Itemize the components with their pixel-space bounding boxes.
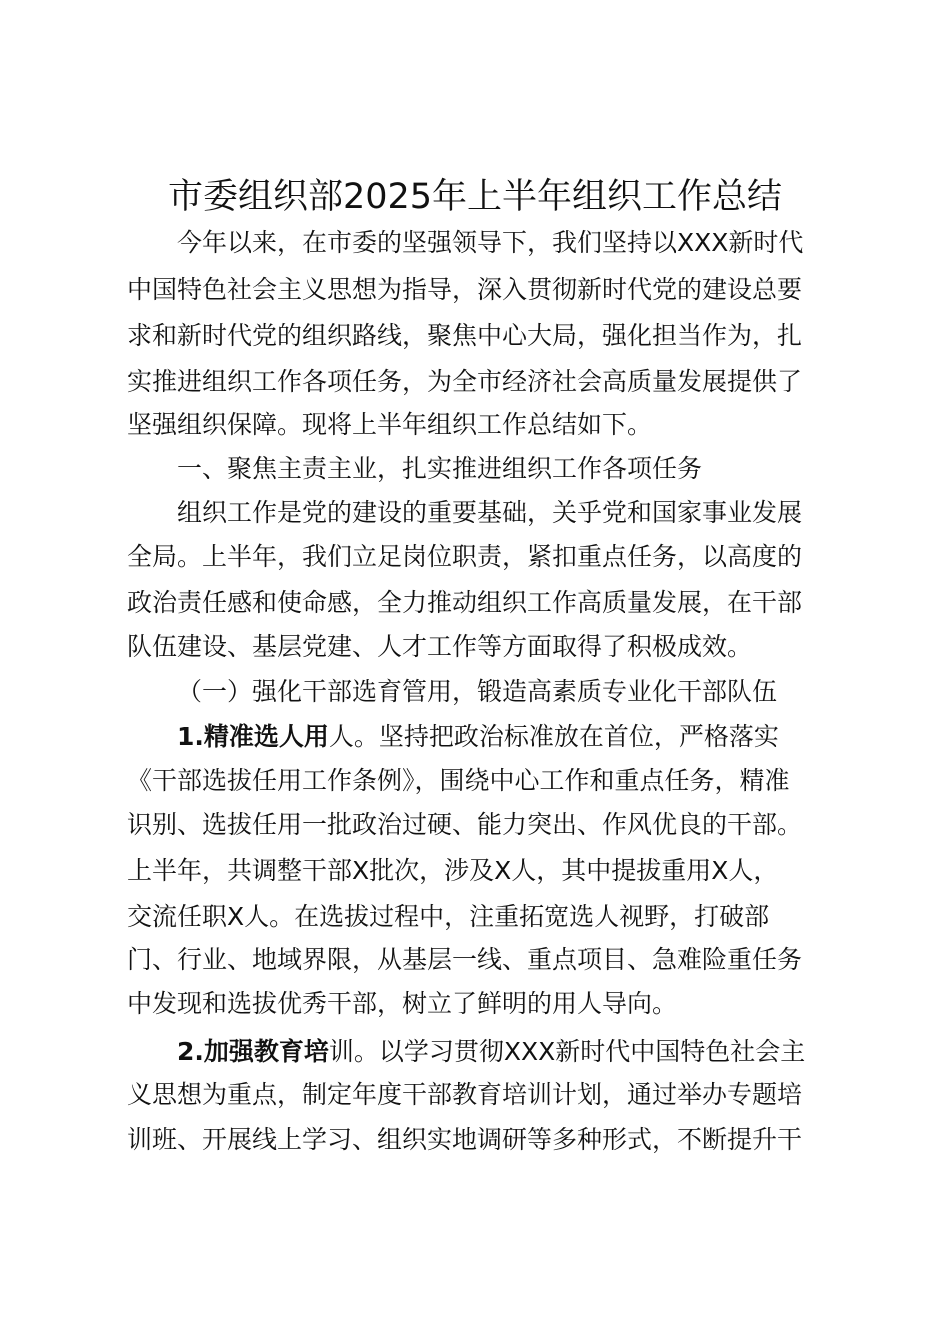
paragraph-line: 全局。上半年，我们立足岗位职责，紧扣重点任务，以高度的	[127, 542, 803, 571]
document-title: 市委组织部2025年上半年组织工作总结	[167, 177, 783, 217]
subsection-heading-1: （一）强化干部选育管用，锻造高素质专业化干部队伍	[177, 677, 778, 706]
item-1-line: 中发现和选拔优秀干部，树立了鲜明的用人导向。	[127, 989, 678, 1018]
item-1-line: 交流任职X人。在选拔过程中，注重拓宽选人视野，打破部	[127, 902, 770, 931]
intro-line: 求和新时代党的组织路线，聚焦中心大局，强化担当作为，扎	[127, 321, 803, 350]
item-1-line: 识别、选拔任用一批政治过硬、能力突出、作风优良的干部。	[127, 810, 803, 839]
item-2-text: 训。以学习贯彻XXX新时代中国特色社会主	[328, 1037, 806, 1066]
intro-line: 实推进组织工作各项任务，为全市经济社会高质量发展提供了	[127, 367, 803, 396]
item-1-first-line	[177, 715, 779, 759]
paragraph-line: 队伍建设、基层党建、人才工作等方面取得了积极成效。	[127, 632, 753, 661]
intro-line: 坚强组织保障。现将上半年组织工作总结如下。	[127, 410, 653, 439]
item-1-line: 《干部选拔任用工作条例》，围绕中心工作和重点任务，精准	[127, 766, 790, 795]
intro-line: 中国特色社会主义思想为指导，深入贯彻新时代党的建设总要	[127, 275, 803, 304]
item-2-first-line	[177, 1030, 805, 1074]
paragraph-line: 组织工作是党的建设的重要基础，关乎党和国家事业发展	[177, 498, 803, 527]
item-1-line: 门、行业、地域界限，从基层一线、重点项目、急难险重任务	[127, 945, 803, 974]
intro-line: 今年以来，在市委的坚强领导下，我们坚持以XXX新时代	[177, 228, 804, 257]
item-1-text: 人。坚持把政治标准放在首位，严格落实	[328, 722, 779, 751]
section-heading-1: 一、聚焦主责主业，扎实推进组织工作各项任务	[177, 454, 703, 483]
item-2-label: 2.加强教育培	[177, 1037, 329, 1066]
paragraph-line: 政治责任感和使命感，全力推动组织工作高质量发展，在干部	[127, 588, 803, 617]
item-1-label: 1.精准选人用	[177, 722, 329, 751]
item-2-line: 训班、开展线上学习、组织实地调研等多种形式，不断提升干	[127, 1125, 803, 1154]
item-1-line: 上半年，共调整干部X批次，涉及X人，其中提拔重用X人，	[127, 856, 779, 885]
item-2-line: 义思想为重点，制定年度干部教育培训计划，通过举办专题培	[127, 1080, 803, 1109]
